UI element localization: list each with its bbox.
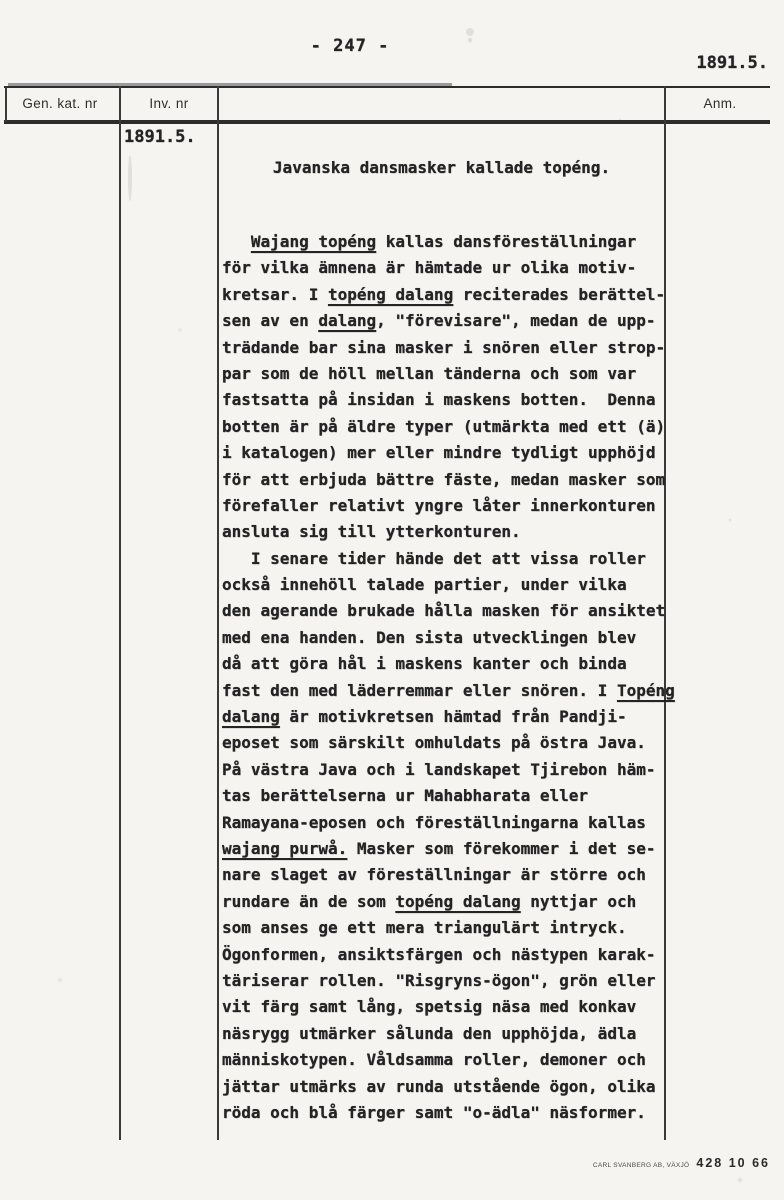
underlined-term: wajang purwå.	[222, 838, 348, 858]
top-right-ref: 1891.5.	[696, 53, 768, 73]
text-line	[222, 994, 675, 1020]
text-line	[222, 783, 675, 809]
inv-nr-value: 1891.5.	[124, 127, 196, 147]
text-segment: röda och blå färger samt "o-ädla" näsformer.	[222, 1102, 646, 1122]
text-line	[222, 440, 675, 466]
text-segment: På västra Java och i landskapet Tjirebon häm-	[222, 759, 656, 779]
text-segment: kretsar. I	[222, 284, 328, 304]
text-segment	[222, 232, 251, 251]
column-header-gen-kat-nr: Gen. kat. nr	[22, 96, 98, 111]
text-line	[222, 862, 675, 888]
text-segment: människotypen. Våldsamma roller, demoner och	[222, 1050, 646, 1070]
text-segment: näsrygg utmärker sålunda den upphöjda, ädla	[222, 1023, 637, 1043]
text-line	[222, 308, 675, 334]
underlined-term: topéng dalang	[327, 284, 454, 304]
column-divider-2	[217, 86, 219, 1140]
text-segment: rundare än de som	[222, 891, 396, 911]
text-segment: också innehöll talade partier, under vilka	[222, 575, 627, 595]
text-segment: vit färg samt lång, spetsig näsa med konkav	[222, 997, 637, 1017]
scan-smudge	[466, 28, 474, 36]
text-line	[222, 889, 675, 915]
text-segment: sen av en	[222, 311, 319, 331]
text-segment: för vilka ämnena är hämtade ur olika motiv-	[222, 258, 637, 278]
text-segment: den agerande brukade hålla masken för ansiktet	[222, 601, 666, 621]
printer-imprint	[593, 1156, 770, 1170]
text-segment: för att erbjuda bättre fäste, medan masker som	[222, 469, 666, 489]
text-line	[222, 598, 675, 624]
underlined-term: Topéng	[616, 680, 675, 700]
body-text	[222, 229, 675, 1126]
text-segment: Ramayana-eposen och föreställningarna kallas	[222, 812, 646, 832]
text-segment: i katalogen) mer eller mindre tydligt upphöjd	[222, 443, 656, 463]
text-segment: jättar utmärks av runda utstående ögon, olika	[222, 1076, 656, 1096]
text-line	[222, 1074, 675, 1100]
text-segment: par som de höll mellan tänderna och som var	[222, 363, 637, 383]
text-segment: ansluta sig till ytterkonturen.	[222, 522, 521, 542]
underlined-term: dalang	[318, 311, 377, 331]
text-line	[222, 730, 675, 756]
document-title: Javanska dansmasker kallade topéng.	[272, 158, 611, 177]
text-segment: Ögonformen, ansiktsfärgen och nästypen karak-	[222, 944, 656, 964]
text-segment: fastsatta på insidan i maskens botten. Denna	[222, 390, 656, 410]
text-line	[222, 255, 675, 281]
printer-code: 428 10 66	[696, 1156, 770, 1170]
text-segment: kallas dansföreställningar	[376, 232, 637, 251]
text-line	[222, 1047, 675, 1073]
text-line	[222, 467, 675, 493]
page-number: - 247 -	[310, 36, 390, 56]
text-line	[222, 493, 675, 519]
text-segment: eposet som särskilt omhuldats på östra Java.	[222, 733, 646, 753]
text-line	[222, 968, 675, 994]
text-line	[222, 678, 675, 704]
text-line	[222, 651, 675, 677]
printer-mark: CARL SVANBERG AB, VÄXJÖ	[592, 1162, 690, 1169]
text-line	[222, 546, 675, 572]
underlined-term: dalang	[222, 707, 280, 727]
text-line	[222, 519, 675, 545]
text-segment: är motivkretsen hämtad från Pandji-	[279, 707, 627, 727]
text-segment: med ena handen. Den sista utvecklingen blev	[222, 627, 637, 647]
text-line	[222, 757, 675, 783]
text-line	[222, 387, 675, 413]
text-line	[222, 361, 675, 387]
text-segment: botten är på äldre typer (utmärkta med ett (ä)	[222, 416, 666, 436]
text-segment: Masker som förekommer i det se-	[347, 838, 656, 858]
text-line	[222, 942, 675, 968]
column-header-anm: Anm.	[703, 96, 737, 111]
column-divider-1	[119, 86, 121, 1140]
column-header-inv-nr: Inv. nr	[149, 96, 189, 111]
text-segment: reciterades berättel-	[453, 284, 666, 304]
text-segment: täriserar rollen. "Risgryns-ögon", grön eller	[222, 970, 656, 990]
text-line	[222, 572, 675, 598]
underlined-term: topéng dalang	[395, 891, 521, 911]
text-line	[222, 1021, 675, 1047]
text-segment: nyttjar och	[520, 891, 637, 911]
text-segment: förefaller relativt yngre låter innerkonturen	[222, 495, 656, 515]
text-segment: som anses ge ett mera triangulärt intryck.	[222, 918, 627, 938]
text-segment: trädande bar sina masker i snören eller strop-	[222, 337, 666, 357]
scan-smudge	[128, 155, 132, 201]
text-line	[222, 625, 675, 651]
text-line	[222, 229, 675, 255]
text-line	[222, 836, 675, 862]
text-line	[222, 810, 675, 836]
underlined-term: Wajang topéng	[250, 232, 377, 251]
text-line	[222, 414, 675, 440]
text-line	[222, 1100, 675, 1126]
text-segment: fast den med läderremmar eller snören. I	[222, 680, 617, 700]
text-segment: nare slaget av föreställningar är större och	[222, 865, 646, 885]
text-line	[222, 335, 675, 361]
text-line	[222, 282, 675, 308]
text-line	[222, 704, 675, 730]
text-segment: tas berättelserna ur Mahabharata eller	[222, 786, 589, 806]
text-segment: , "förevisare", medan de upp-	[376, 311, 656, 331]
text-line	[222, 915, 675, 941]
text-segment: då att göra hål i maskens kanter och binda	[222, 654, 627, 674]
text-segment: I senare tider hände det att vissa roller	[222, 548, 646, 568]
